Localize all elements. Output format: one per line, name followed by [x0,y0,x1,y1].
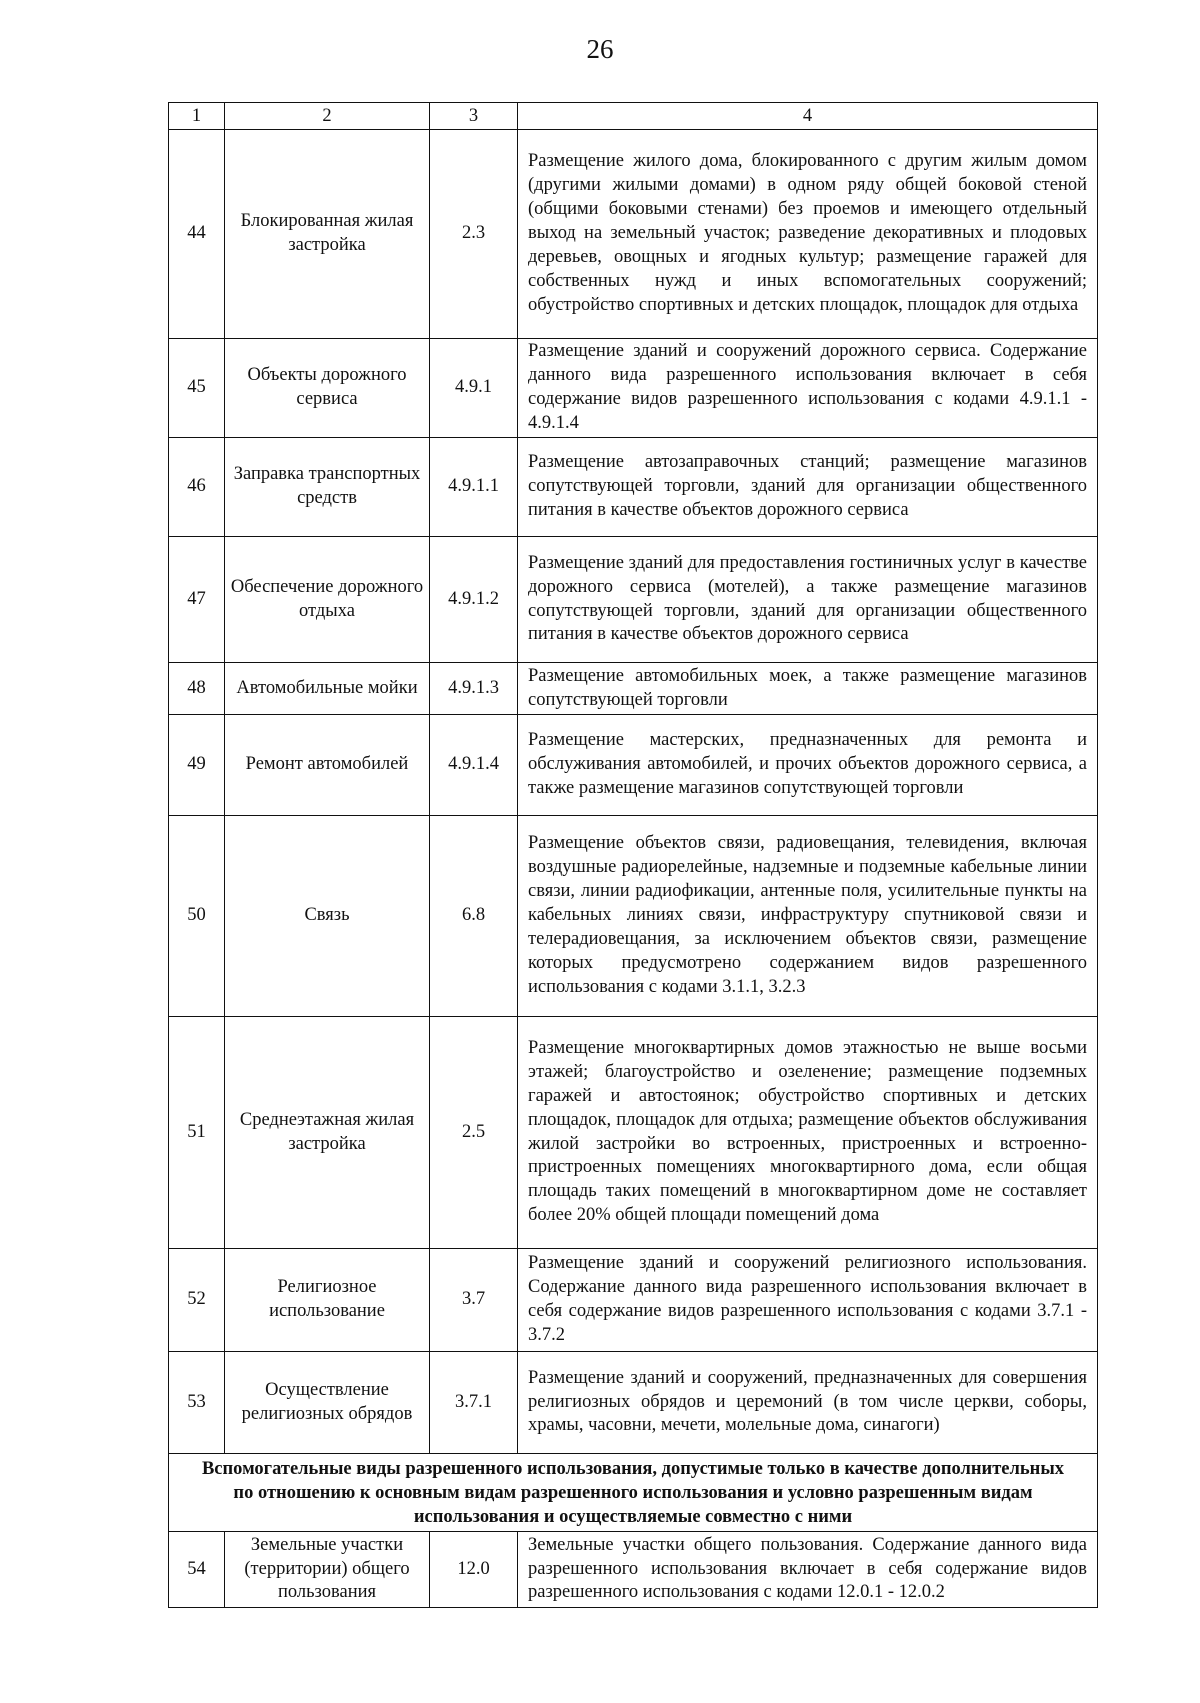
row-number: 49 [169,715,225,816]
use-code: 12.0 [430,1532,518,1608]
header-cell: 3 [430,103,518,130]
use-code: 2.3 [430,130,518,339]
header-cell: 4 [518,103,1098,130]
use-name: Автомобильные мойки [225,663,430,715]
use-code: 4.9.1.3 [430,663,518,715]
use-description: Размещение мастерских, предназначенных для ремонта и обслуживания автомобилей, и прочих объектов дорожного сервиса, а также размещение магазинов сопутствующей торговли [518,715,1098,816]
section-heading-row [169,1454,1098,1532]
header-cell: 1 [169,103,225,130]
row-number: 52 [169,1249,225,1352]
row-number: 44 [169,130,225,339]
section-heading: Вспомогательные виды разрешенного использования, допустимые только в качестве дополнительных по отношению к основным видам разрешенного использования и условно разрешенным видам использования и осуществляемые совместно с ними [169,1454,1098,1532]
use-description: Размещение зданий и сооружений дорожного сервиса. Содержание данного вида разрешенного использования включает в себя содержание видов разрешенного использования с кодами 4.9.1.1 - 4.9.1.4 [518,339,1098,438]
row-number: 48 [169,663,225,715]
use-code: 4.9.1.1 [430,438,518,537]
page-number: 26 [586,34,614,64]
use-code: 3.7 [430,1249,518,1352]
land-use-table [168,102,1098,1608]
use-name: Среднеэтажная жилая застройка [225,1017,430,1249]
use-name: Связь [225,816,430,1017]
use-code: 4.9.1 [430,339,518,438]
header-cell: 2 [225,103,430,130]
use-name: Блокированная жилая застройка [225,130,430,339]
row-number: 45 [169,339,225,438]
table-header-row [169,103,1098,130]
use-name: Заправка транспортных средств [225,438,430,537]
row-number: 50 [169,816,225,1017]
use-name: Объекты дорожного сервиса [225,339,430,438]
table-row [169,438,1098,537]
table-row [169,1017,1098,1249]
use-name: Земельные участки (территории) общего пользования [225,1532,430,1608]
table-row [169,663,1098,715]
table-row [169,1249,1098,1352]
use-description: Земельные участки общего пользования. Содержание данного вида разрешенного использования включает в себя содержание видов разрешенного использования с кодами 12.0.1 - 12.0.2 [518,1532,1098,1608]
row-number: 51 [169,1017,225,1249]
table-row [169,816,1098,1017]
row-number: 54 [169,1532,225,1608]
table-row [169,130,1098,339]
row-number: 53 [169,1352,225,1454]
use-description: Размещение многоквартирных домов этажностью не выше восьми этажей; благоустройство и озеленение; размещение подземных гаражей и автостоянок; обустройство спортивных и детских площадок, площадок для отдыха; размещение объектов обслуживания жилой застройки во встроенных, пристроенных и встроенно-пристроенных помещениях многоквартирного дома, если общая площадь таких помещений в многоквартирном доме не составляет более 20% общей площади помещений дома [518,1017,1098,1249]
table-row [169,715,1098,816]
use-name: Религиозное использование [225,1249,430,1352]
use-name: Обеспечение дорожного отдыха [225,537,430,663]
table-row [169,537,1098,663]
table-row [169,1532,1098,1608]
use-code: 4.9.1.4 [430,715,518,816]
table-row [169,339,1098,438]
use-description: Размещение жилого дома, блокированного с другим жилым домом (другими жилыми домами) в одном ряду общей боковой стеной (общими боковыми стенами) без проемов и имеющего отдельный выход на земельный участок; разведение декоративных и плодовых деревьев, овощных и ягодных культур; размещение гаражей для собственных нужд и иных вспомогательных сооружений; обустройство спортивных и детских площадок, площадок для отдыха [518,130,1098,339]
use-code: 4.9.1.2 [430,537,518,663]
use-code: 3.7.1 [430,1352,518,1454]
use-code: 6.8 [430,816,518,1017]
row-number: 46 [169,438,225,537]
use-description: Размещение автозаправочных станций; размещение магазинов сопутствующей торговли, зданий для организации общественного питания в качестве объектов дорожного сервиса [518,438,1098,537]
use-description: Размещение зданий для предоставления гостиничных услуг в качестве дорожного сервиса (мотелей), а также размещение магазинов сопутствующей торговли, зданий для организации общественного питания в качестве объектов дорожного сервиса [518,537,1098,663]
use-description: Размещение автомобильных моек, а также размещение магазинов сопутствующей торговли [518,663,1098,715]
row-number: 47 [169,537,225,663]
use-description: Размещение зданий и сооружений, предназначенных для совершения религиозных обрядов и церемоний (в том числе церкви, соборы, храмы, часовни, мечети, молельные дома, синагоги) [518,1352,1098,1454]
use-code: 2.5 [430,1017,518,1249]
use-name: Ремонт автомобилей [225,715,430,816]
table-row [169,1352,1098,1454]
use-description: Размещение объектов связи, радиовещания, телевидения, включая воздушные радиорелейные, надземные и подземные кабельные линии связи, линии радиофикации, антенные поля, усилительные пункты на кабельных линиях связи, инфраструктуру спутниковой связи и телерадиовещания, за исключением объектов связи, размещение которых предусмотрено содержанием видов разрешенного использования с кодами 3.1.1, 3.2.3 [518,816,1098,1017]
use-description: Размещение зданий и сооружений религиозного использования. Содержание данного вида разрешенного использования включает в себя содержание видов разрешенного использования с кодами 3.7.1 - 3.7.2 [518,1249,1098,1352]
use-name: Осуществление религиозных обрядов [225,1352,430,1454]
